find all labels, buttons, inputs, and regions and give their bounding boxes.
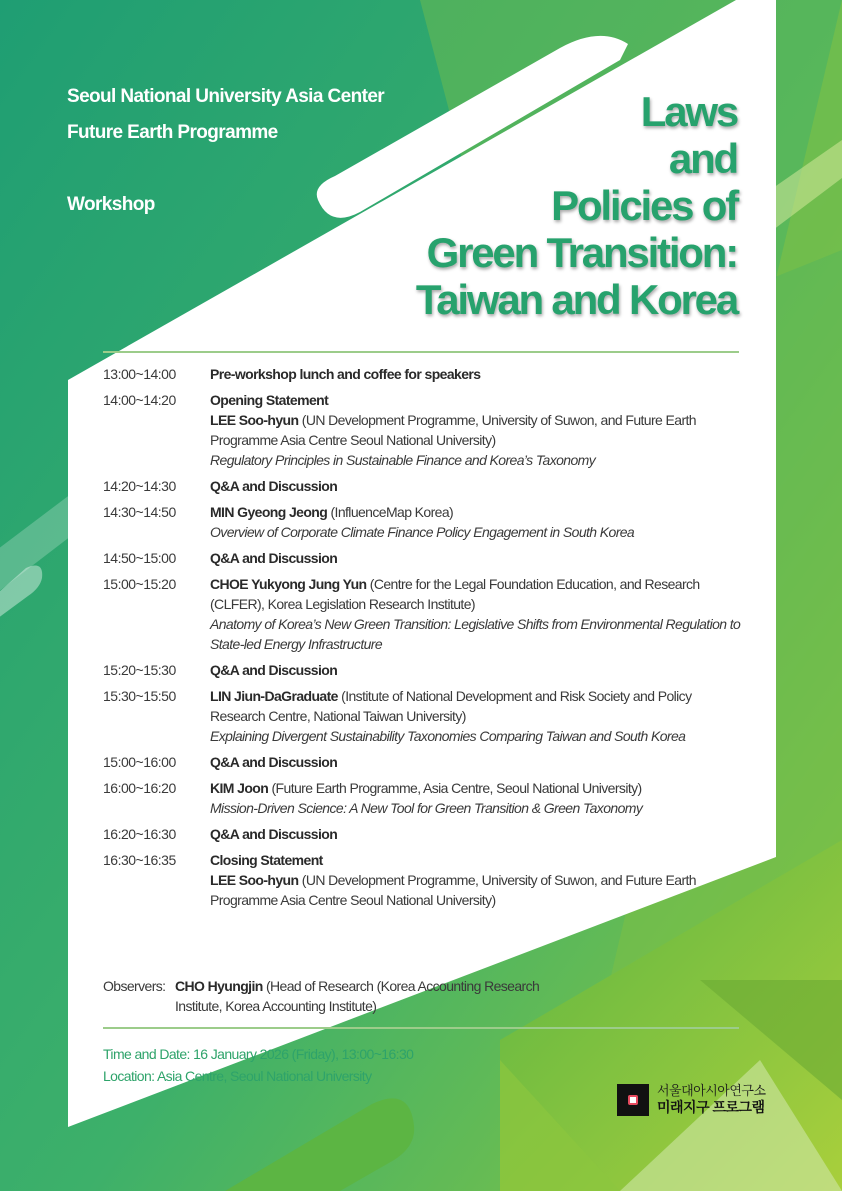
session-time: 15:20~15:30 bbox=[103, 662, 176, 678]
top-divider bbox=[103, 351, 739, 353]
speaker-line bbox=[210, 574, 743, 614]
session-label: Q&A and Discussion bbox=[210, 662, 338, 678]
session-label: Q&A and Discussion bbox=[210, 550, 338, 566]
session-label: Q&A and Discussion bbox=[210, 478, 338, 494]
schedule-row bbox=[103, 850, 743, 910]
schedule-row bbox=[103, 824, 743, 844]
session-time: 14:30~14:50 bbox=[103, 504, 176, 520]
session-time: 16:30~16:35 bbox=[103, 852, 176, 868]
organization-logo bbox=[617, 1083, 766, 1116]
session-content bbox=[210, 824, 743, 844]
session-label: Opening Statement bbox=[210, 392, 329, 408]
speaker-affiliation: (Centre for the Legal Foundation Education, and Research (CLFER), Korea Legislation Research Institute) bbox=[210, 576, 700, 612]
schedule-row bbox=[103, 778, 743, 818]
session-time: 15:00~16:00 bbox=[103, 754, 176, 770]
speaker-line bbox=[210, 410, 743, 450]
session-content bbox=[210, 476, 743, 496]
schedule-row bbox=[103, 476, 743, 496]
schedule-row bbox=[103, 574, 743, 654]
speaker-name: CHOE Yukyong Jung Yun bbox=[210, 576, 367, 592]
title-line: Policies of bbox=[551, 182, 737, 229]
session-content bbox=[210, 574, 743, 654]
poster-title bbox=[416, 88, 737, 323]
title-line: Green Transition: bbox=[426, 229, 737, 276]
observers-prefix: Observers: bbox=[103, 978, 166, 994]
schedule-list bbox=[103, 364, 743, 916]
speaker-affiliation: (Future Earth Programme, Asia Centre, Seoul National University) bbox=[268, 780, 642, 796]
logo-line-1: 서울대아시아연구소 bbox=[657, 1083, 766, 1098]
observer-name: CHO Hyungjin bbox=[175, 978, 263, 994]
logo-mark-icon bbox=[617, 1084, 649, 1116]
talk-title: Overview of Corporate Climate Finance Policy Engagement in South Korea bbox=[210, 524, 635, 540]
session-content bbox=[210, 548, 743, 568]
session-time: 16:20~16:30 bbox=[103, 826, 176, 842]
schedule-row bbox=[103, 502, 743, 542]
schedule-row bbox=[103, 752, 743, 772]
speaker-line bbox=[210, 870, 743, 910]
event-details bbox=[103, 1043, 413, 1087]
schedule-row bbox=[103, 686, 743, 746]
session-content bbox=[210, 390, 743, 470]
time-and-date: Time and Date: 16 January 2026 (Friday), 13:00~16:30 bbox=[103, 1046, 414, 1062]
session-label: Pre-workshop lunch and coffee for speakers bbox=[210, 366, 481, 382]
session-time: 15:00~15:20 bbox=[103, 576, 176, 592]
session-content bbox=[210, 364, 743, 384]
event-type: Workshop bbox=[67, 194, 155, 215]
session-content bbox=[210, 686, 743, 746]
session-content bbox=[210, 850, 743, 910]
speaker-affiliation: (Institute of National Development and Risk Society and Policy Research Centre, National Taiwan University) bbox=[210, 688, 692, 724]
session-content bbox=[210, 752, 743, 772]
bottom-divider bbox=[103, 1027, 739, 1029]
speaker-affiliation: (UN Development Programme, University of Suwon, and Future Earth Programme Asia Centre Seoul National University) bbox=[210, 872, 696, 908]
talk-title: Mission-Driven Science: A New Tool for Green Transition & Green Taxonomy bbox=[210, 800, 643, 816]
observer-detail-cont: Institute, Korea Accounting Institute) bbox=[175, 998, 377, 1014]
speaker-name: LEE Soo-hyun bbox=[210, 872, 299, 888]
session-time: 14:20~14:30 bbox=[103, 478, 176, 494]
org-name: Seoul National University Asia Center bbox=[67, 86, 385, 107]
speaker-name: MIN Gyeong Jeong bbox=[210, 504, 328, 520]
schedule-row bbox=[103, 390, 743, 470]
logo-line-2: 미래지구 프로그램 bbox=[657, 1099, 765, 1115]
speaker-name: LIN Jiun-DaGraduate bbox=[210, 688, 338, 704]
schedule-row bbox=[103, 364, 743, 384]
title-line: Taiwan and Korea bbox=[415, 276, 737, 323]
session-label: Closing Statement bbox=[210, 852, 323, 868]
speaker-line bbox=[210, 686, 743, 726]
session-content bbox=[210, 778, 743, 818]
title-line: Laws bbox=[640, 88, 737, 135]
speaker-affiliation: (UN Development Programme, University of Suwon, and Future Earth Programme Asia Centre Seoul National University) bbox=[210, 412, 696, 448]
speaker-name: KIM Joon bbox=[210, 780, 269, 796]
session-label: Q&A and Discussion bbox=[210, 826, 338, 842]
session-time: 16:00~16:20 bbox=[103, 780, 176, 796]
speaker-line bbox=[210, 778, 743, 798]
programme-name: Future Earth Programme bbox=[67, 122, 278, 143]
speaker-name: LEE Soo-hyun bbox=[210, 412, 299, 428]
session-time: 14:00~14:20 bbox=[103, 392, 176, 408]
location: Location: Asia Centre, Seoul National University bbox=[103, 1068, 372, 1084]
observers bbox=[103, 976, 573, 1016]
observer-detail: (Head of Research (Korea Accounting Research bbox=[262, 978, 540, 994]
talk-title: Explaining Divergent Sustainability Taxonomies Comparing Taiwan and South Korea bbox=[210, 728, 686, 744]
session-time: 13:00~14:00 bbox=[103, 366, 176, 382]
talk-title: Regulatory Principles in Sustainable Finance and Korea’s Taxonomy bbox=[210, 452, 596, 468]
talk-title: Anatomy of Korea’s New Green Transition: Legislative Shifts from Environmental Regulation to State-led Energy Infrastructure bbox=[210, 616, 741, 652]
speaker-affiliation: (InfluenceMap Korea) bbox=[327, 504, 454, 520]
schedule-row bbox=[103, 660, 743, 680]
session-time: 15:30~15:50 bbox=[103, 688, 176, 704]
title-line: and bbox=[668, 135, 737, 182]
speaker-line bbox=[210, 502, 743, 522]
session-time: 14:50~15:00 bbox=[103, 550, 176, 566]
schedule-row bbox=[103, 548, 743, 568]
session-content bbox=[210, 502, 743, 542]
session-label: Q&A and Discussion bbox=[210, 754, 338, 770]
session-content bbox=[210, 660, 743, 680]
